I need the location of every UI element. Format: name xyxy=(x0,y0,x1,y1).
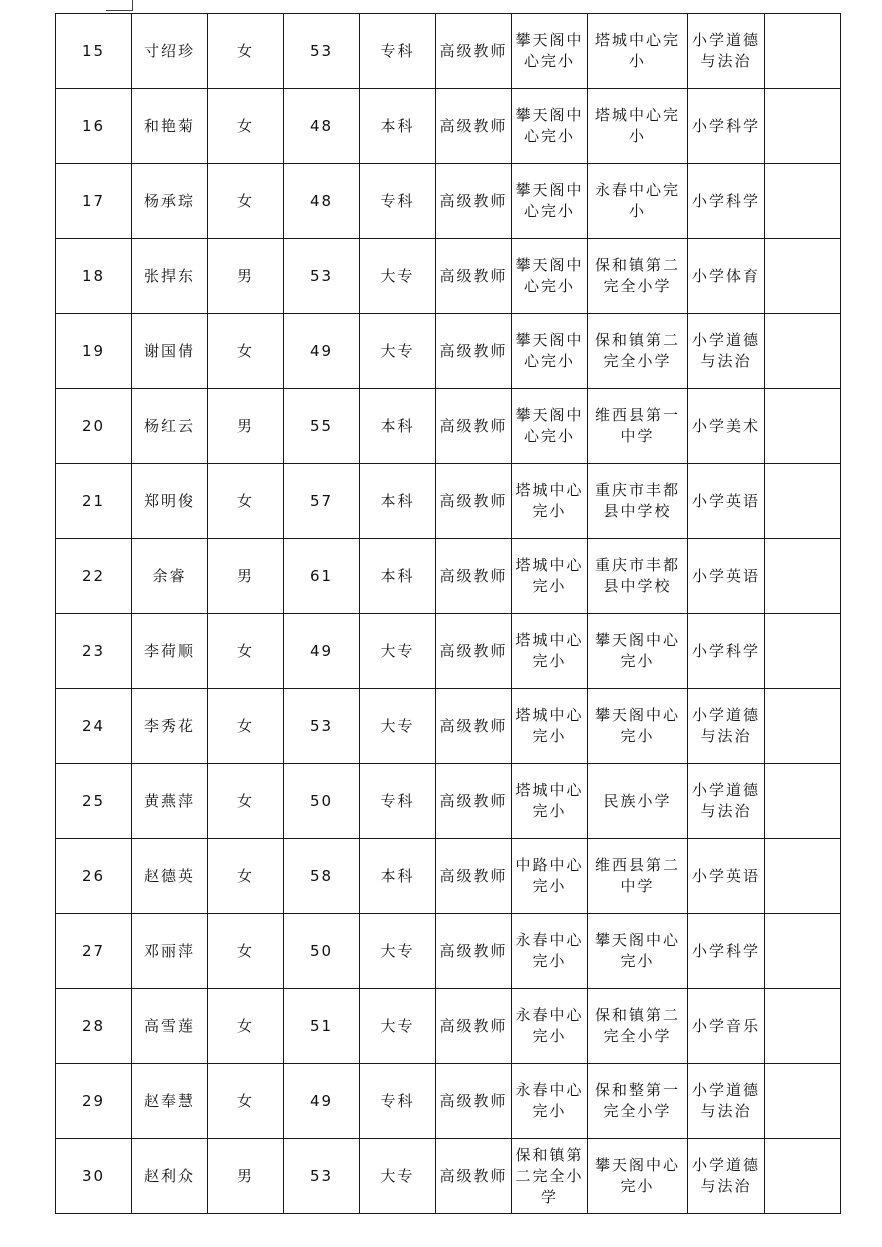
cell-from-school xyxy=(512,914,588,989)
cell-gender: 男 xyxy=(208,1139,284,1214)
cell-from-school-text: 永春中心完小 xyxy=(515,1081,584,1120)
cell-gender: 女 xyxy=(208,314,284,389)
cell-age: 53 xyxy=(284,1139,360,1214)
cell-gender: 女 xyxy=(208,764,284,839)
table-row xyxy=(56,1064,841,1139)
table-row xyxy=(56,689,841,764)
cell-from-school-text: 塔城中心完小 xyxy=(515,556,584,595)
cell-remark xyxy=(765,314,841,389)
cell-from-school xyxy=(512,1064,588,1139)
cell-remark xyxy=(765,839,841,914)
cell-title xyxy=(436,614,512,689)
cell-title-text: 高级教师 xyxy=(439,1166,508,1185)
cell-age: 49 xyxy=(284,614,360,689)
cell-title-text: 高级教师 xyxy=(439,491,508,510)
table-row xyxy=(56,389,841,464)
cell-title xyxy=(436,839,512,914)
cell-subject-text: 小学科学 xyxy=(691,641,760,660)
cell-gender: 女 xyxy=(208,89,284,164)
cell-to-school xyxy=(588,764,688,839)
cell-to-school-text: 攀天阁中心完小 xyxy=(594,1156,680,1195)
cell-education: 大专 xyxy=(360,989,436,1064)
cell-remark xyxy=(765,614,841,689)
cell-age: 48 xyxy=(284,89,360,164)
cell-subject xyxy=(688,539,765,614)
cell-from-school xyxy=(512,314,588,389)
cell-to-school xyxy=(588,314,688,389)
cell-to-school xyxy=(588,689,688,764)
cell-title-text: 高级教师 xyxy=(439,266,508,285)
cell-subject-text: 小学科学 xyxy=(691,116,760,135)
cell-age: 61 xyxy=(284,539,360,614)
cell-age: 51 xyxy=(284,989,360,1064)
cell-gender: 女 xyxy=(208,14,284,89)
cell-title xyxy=(436,1064,512,1139)
cell-from-school-text: 攀天阁中心完小 xyxy=(515,256,584,295)
cell-subject-text: 小学道德与法治 xyxy=(691,331,760,370)
table-row xyxy=(56,764,841,839)
cell-number: 17 xyxy=(56,164,132,239)
cell-subject xyxy=(688,389,765,464)
cell-title xyxy=(436,14,512,89)
cell-subject xyxy=(688,764,765,839)
cell-age: 58 xyxy=(284,839,360,914)
cell-number: 29 xyxy=(56,1064,132,1139)
cell-to-school xyxy=(588,989,688,1064)
cell-age: 49 xyxy=(284,314,360,389)
cell-age: 55 xyxy=(284,389,360,464)
cell-subject-text: 小学音乐 xyxy=(691,1016,760,1035)
cell-name: 邓丽萍 xyxy=(132,914,208,989)
cell-from-school-text: 攀天阁中心完小 xyxy=(515,406,584,445)
cell-education: 专科 xyxy=(360,164,436,239)
cell-subject-text: 小学道德与法治 xyxy=(691,1156,760,1195)
cell-number: 30 xyxy=(56,1139,132,1214)
cell-subject xyxy=(688,314,765,389)
cell-remark xyxy=(765,689,841,764)
cell-to-school-text: 重庆市丰都县中学校 xyxy=(594,556,680,595)
cell-gender: 女 xyxy=(208,1064,284,1139)
cell-title xyxy=(436,989,512,1064)
cell-to-school xyxy=(588,464,688,539)
cell-age: 53 xyxy=(284,689,360,764)
cell-education: 本科 xyxy=(360,389,436,464)
cell-gender: 女 xyxy=(208,839,284,914)
cell-remark xyxy=(765,464,841,539)
cell-age: 53 xyxy=(284,239,360,314)
cell-education: 本科 xyxy=(360,839,436,914)
cell-name: 郑明俊 xyxy=(132,464,208,539)
table-row xyxy=(56,14,841,89)
cell-title-text: 高级教师 xyxy=(439,341,508,360)
cell-subject xyxy=(688,89,765,164)
table-row xyxy=(56,1139,841,1214)
cell-title xyxy=(436,464,512,539)
cell-to-school xyxy=(588,839,688,914)
cell-to-school-text: 塔城中心完小 xyxy=(594,31,680,70)
cell-gender: 女 xyxy=(208,989,284,1064)
cell-gender: 男 xyxy=(208,389,284,464)
cell-from-school-text: 攀天阁中心完小 xyxy=(515,181,584,220)
cell-subject-text: 小学英语 xyxy=(691,491,760,510)
cell-title xyxy=(436,689,512,764)
cell-from-school xyxy=(512,464,588,539)
cell-gender: 女 xyxy=(208,164,284,239)
cell-remark xyxy=(765,239,841,314)
cell-subject-text: 小学道德与法治 xyxy=(691,31,760,70)
cell-number: 27 xyxy=(56,914,132,989)
cell-title-text: 高级教师 xyxy=(439,416,508,435)
cell-remark xyxy=(765,389,841,464)
cell-education: 本科 xyxy=(360,464,436,539)
cell-to-school xyxy=(588,614,688,689)
cell-title xyxy=(436,164,512,239)
cell-name: 李荷顺 xyxy=(132,614,208,689)
cell-age: 49 xyxy=(284,1064,360,1139)
cell-to-school xyxy=(588,539,688,614)
cell-name: 张捍东 xyxy=(132,239,208,314)
cell-remark xyxy=(765,1064,841,1139)
cell-subject xyxy=(688,914,765,989)
cell-name: 赵奉慧 xyxy=(132,1064,208,1139)
cell-number: 26 xyxy=(56,839,132,914)
cell-to-school-text: 攀天阁中心完小 xyxy=(594,706,680,745)
cell-title xyxy=(436,914,512,989)
cell-from-school xyxy=(512,1139,588,1214)
cell-to-school-text: 保和镇第二完全小学 xyxy=(594,331,680,370)
cell-number: 28 xyxy=(56,989,132,1064)
cell-education: 专科 xyxy=(360,764,436,839)
cell-subject-text: 小学科学 xyxy=(691,941,760,960)
cell-title xyxy=(436,239,512,314)
table-row xyxy=(56,614,841,689)
cell-to-school-text: 保和镇第二完全小学 xyxy=(594,1006,680,1045)
cell-title-text: 高级教师 xyxy=(439,641,508,660)
cell-subject xyxy=(688,689,765,764)
cell-number: 22 xyxy=(56,539,132,614)
cell-from-school-text: 永春中心完小 xyxy=(515,931,584,970)
cell-to-school-text: 攀天阁中心完小 xyxy=(594,631,680,670)
cell-name: 寸绍珍 xyxy=(132,14,208,89)
cell-from-school xyxy=(512,614,588,689)
cell-subject-text: 小学道德与法治 xyxy=(691,706,760,745)
table-row xyxy=(56,164,841,239)
cell-education: 本科 xyxy=(360,89,436,164)
cell-remark xyxy=(765,989,841,1064)
cell-number: 21 xyxy=(56,464,132,539)
cell-age: 50 xyxy=(284,764,360,839)
cell-from-school xyxy=(512,539,588,614)
cell-education: 本科 xyxy=(360,539,436,614)
cell-number: 20 xyxy=(56,389,132,464)
cell-from-school xyxy=(512,764,588,839)
cell-subject xyxy=(688,464,765,539)
cell-to-school-text: 保和镇第二完全小学 xyxy=(594,256,680,295)
cell-from-school-text: 塔城中心完小 xyxy=(515,631,584,670)
cell-to-school xyxy=(588,164,688,239)
cell-from-school-text: 攀天阁中心完小 xyxy=(515,106,584,145)
cell-name: 李秀花 xyxy=(132,689,208,764)
cell-subject-text: 小学体育 xyxy=(691,266,760,285)
teacher-exchange-table xyxy=(55,13,841,1214)
cell-number: 23 xyxy=(56,614,132,689)
cell-gender: 女 xyxy=(208,914,284,989)
cell-number: 16 xyxy=(56,89,132,164)
cell-age: 57 xyxy=(284,464,360,539)
cell-age: 48 xyxy=(284,164,360,239)
cell-name: 赵利众 xyxy=(132,1139,208,1214)
cell-from-school xyxy=(512,164,588,239)
cell-name: 黄燕萍 xyxy=(132,764,208,839)
cell-remark xyxy=(765,764,841,839)
cell-to-school-text: 维西县第一中学 xyxy=(594,406,680,445)
table-body xyxy=(56,14,841,1214)
cell-remark xyxy=(765,164,841,239)
cell-title-text: 高级教师 xyxy=(439,1016,508,1035)
cell-from-school xyxy=(512,839,588,914)
cell-age: 53 xyxy=(284,14,360,89)
cell-subject xyxy=(688,164,765,239)
table-row xyxy=(56,539,841,614)
cell-subject xyxy=(688,989,765,1064)
cell-to-school xyxy=(588,1064,688,1139)
cell-number: 24 xyxy=(56,689,132,764)
cell-to-school xyxy=(588,14,688,89)
cell-number: 15 xyxy=(56,14,132,89)
cell-from-school xyxy=(512,689,588,764)
table-row xyxy=(56,839,841,914)
cell-subject-text: 小学科学 xyxy=(691,191,760,210)
cell-name: 赵德英 xyxy=(132,839,208,914)
cell-title-text: 高级教师 xyxy=(439,191,508,210)
cell-to-school xyxy=(588,89,688,164)
cell-subject xyxy=(688,14,765,89)
cell-subject-text: 小学美术 xyxy=(691,416,760,435)
cell-from-school-text: 攀天阁中心完小 xyxy=(515,31,584,70)
cell-remark xyxy=(765,14,841,89)
cell-number: 25 xyxy=(56,764,132,839)
cell-from-school xyxy=(512,239,588,314)
table-row xyxy=(56,314,841,389)
cell-name: 杨红云 xyxy=(132,389,208,464)
cell-education: 专科 xyxy=(360,14,436,89)
cell-from-school xyxy=(512,89,588,164)
cell-subject-text: 小学英语 xyxy=(691,866,760,885)
cell-subject-text: 小学英语 xyxy=(691,566,760,585)
cell-number: 19 xyxy=(56,314,132,389)
cell-gender: 女 xyxy=(208,614,284,689)
cell-subject xyxy=(688,239,765,314)
cell-from-school xyxy=(512,389,588,464)
cell-to-school xyxy=(588,239,688,314)
cell-title-text: 高级教师 xyxy=(439,866,508,885)
cell-remark xyxy=(765,539,841,614)
cell-subject-text: 小学道德与法治 xyxy=(691,781,760,820)
cell-subject xyxy=(688,614,765,689)
cell-from-school xyxy=(512,989,588,1064)
page-corner-mark xyxy=(106,0,133,11)
cell-from-school-text: 保和镇第二完全小学 xyxy=(515,1145,584,1206)
cell-to-school xyxy=(588,1139,688,1214)
table-row xyxy=(56,89,841,164)
cell-education: 大专 xyxy=(360,614,436,689)
cell-education: 大专 xyxy=(360,689,436,764)
cell-from-school-text: 塔城中心完小 xyxy=(515,781,584,820)
cell-to-school-text: 攀天阁中心完小 xyxy=(594,931,680,970)
cell-to-school xyxy=(588,389,688,464)
cell-title xyxy=(436,389,512,464)
table-row xyxy=(56,464,841,539)
cell-age: 50 xyxy=(284,914,360,989)
table-row xyxy=(56,989,841,1064)
cell-title xyxy=(436,314,512,389)
cell-to-school-text: 保和整第一完全小学 xyxy=(594,1081,680,1120)
cell-subject-text: 小学道德与法治 xyxy=(691,1081,760,1120)
cell-title-text: 高级教师 xyxy=(439,1091,508,1110)
table-row xyxy=(56,914,841,989)
cell-education: 大专 xyxy=(360,1139,436,1214)
cell-to-school-text: 塔城中心完小 xyxy=(594,106,680,145)
cell-to-school xyxy=(588,914,688,989)
cell-name: 和艳菊 xyxy=(132,89,208,164)
cell-gender: 男 xyxy=(208,239,284,314)
cell-education: 大专 xyxy=(360,314,436,389)
cell-from-school-text: 塔城中心完小 xyxy=(515,706,584,745)
cell-title-text: 高级教师 xyxy=(439,566,508,585)
cell-title-text: 高级教师 xyxy=(439,716,508,735)
table-row xyxy=(56,239,841,314)
cell-subject xyxy=(688,1064,765,1139)
cell-to-school-text: 维西县第二中学 xyxy=(594,856,680,895)
cell-to-school-text: 重庆市丰都县中学校 xyxy=(594,481,680,520)
cell-from-school xyxy=(512,14,588,89)
cell-to-school-text: 民族小学 xyxy=(603,791,672,810)
cell-from-school-text: 中路中心完小 xyxy=(515,856,584,895)
cell-title xyxy=(436,1139,512,1214)
cell-title-text: 高级教师 xyxy=(439,41,508,60)
cell-subject xyxy=(688,1139,765,1214)
cell-to-school-text: 永春中心完小 xyxy=(594,181,680,220)
cell-number: 18 xyxy=(56,239,132,314)
cell-title xyxy=(436,89,512,164)
cell-name: 余睿 xyxy=(132,539,208,614)
cell-subject xyxy=(688,839,765,914)
cell-remark xyxy=(765,914,841,989)
cell-name: 谢国倩 xyxy=(132,314,208,389)
cell-education: 专科 xyxy=(360,1064,436,1139)
cell-gender: 女 xyxy=(208,464,284,539)
cell-name: 高雪莲 xyxy=(132,989,208,1064)
cell-title-text: 高级教师 xyxy=(439,116,508,135)
cell-education: 大专 xyxy=(360,239,436,314)
cell-from-school-text: 永春中心完小 xyxy=(515,1006,584,1045)
cell-gender: 女 xyxy=(208,689,284,764)
cell-remark xyxy=(765,89,841,164)
cell-title-text: 高级教师 xyxy=(439,941,508,960)
cell-title xyxy=(436,539,512,614)
cell-from-school-text: 塔城中心完小 xyxy=(515,481,584,520)
cell-title xyxy=(436,764,512,839)
cell-remark xyxy=(765,1139,841,1214)
cell-from-school-text: 攀天阁中心完小 xyxy=(515,331,584,370)
cell-gender: 男 xyxy=(208,539,284,614)
cell-education: 大专 xyxy=(360,914,436,989)
cell-name: 杨承琮 xyxy=(132,164,208,239)
cell-title-text: 高级教师 xyxy=(439,791,508,810)
